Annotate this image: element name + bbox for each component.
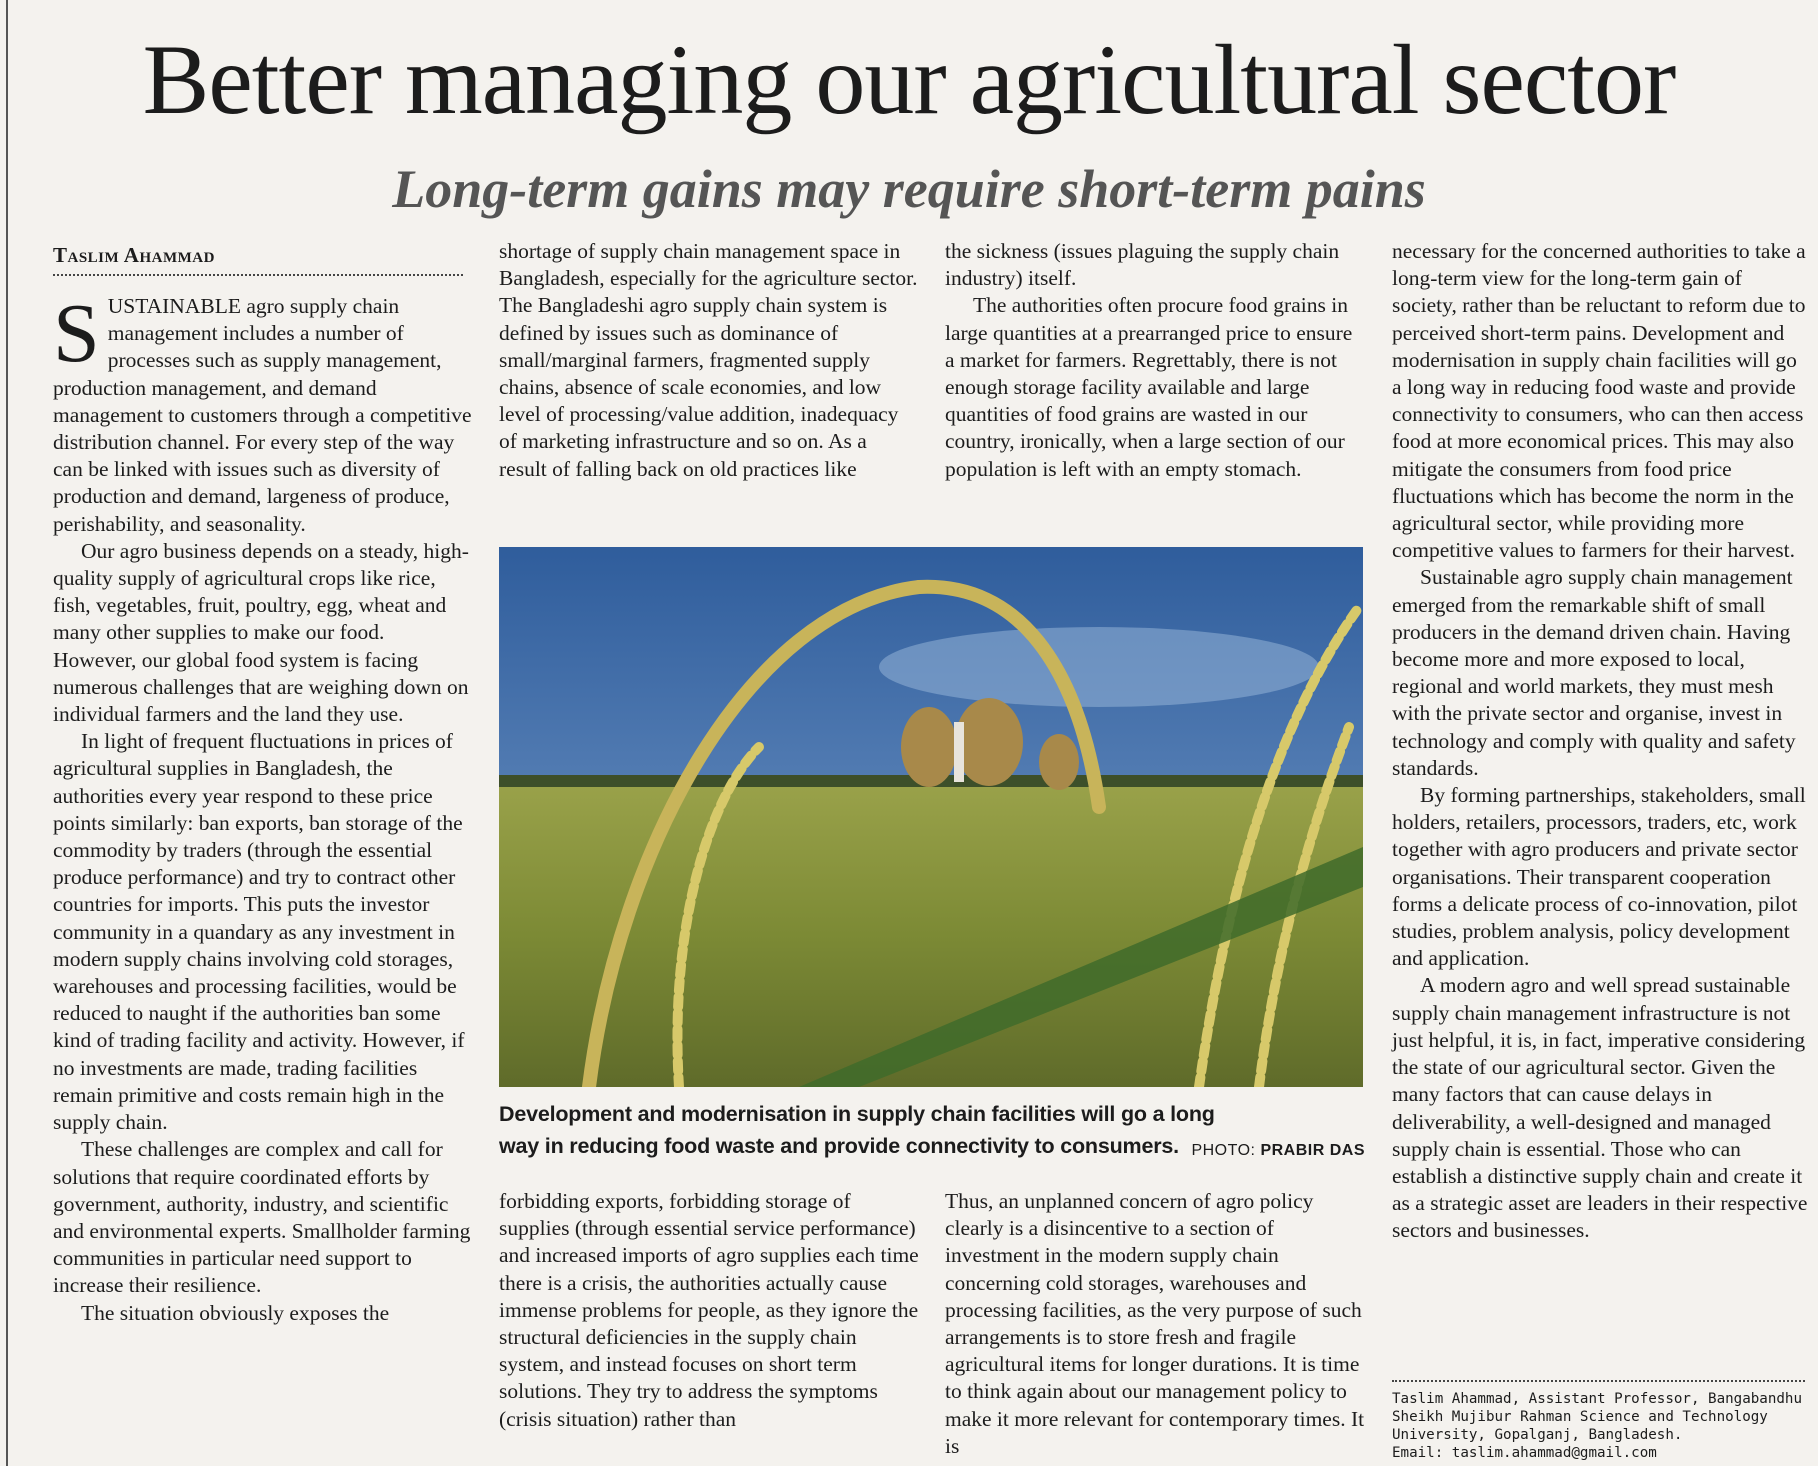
col1-paragraph-1: SUSTAINABLE agro supply chain management includes a number of processes such as supply management, production management, and demand management to customers through a competitive distribution channel. For every step of the way can be linked with issues such as diversity of production and demand, largeness of produce, perishability, and seasonality. xyxy=(53,287,472,536)
subheadline: Long-term gains may require short-term pains xyxy=(392,159,1426,219)
headline: Better managing our agricultural sector xyxy=(142,24,1676,135)
photo-credit-label: PHOTO: xyxy=(1191,1142,1256,1159)
col4-paragraph-4: A modern agro and well spread sustainable supply chain management infrastructure is not just helpful, it is, in fact, imperative considering the state of our agricultural sector. Given the many factors that can cause delays in deliverability, a well-designed and managed supply chain is essential. Those who can establish a distinctive supply chain and create it as a strategic asset are leaders in their respective sectors and businesses. xyxy=(1392,973,1808,1243)
column-3-top xyxy=(945,238,1357,483)
article-photo xyxy=(499,547,1363,1087)
photo-credit-name: PRABIR DAS xyxy=(1260,1142,1365,1159)
col4-paragraph-1: necessary for the concerned authorities to take a long-term view for the long-term gain of society, rather than be reluctant to reform due to perceived short-term pains. Development and modernisation in supply chain facilities will go a long way in reducing food waste and provide connectivity to consumers, who can then access food at more economical prices. This may also mitigate the consumers from food price fluctuations which has become the norm in the agricultural sector, while providing more competitive values to farmers for their harvest. xyxy=(1392,239,1806,563)
column-1 xyxy=(53,287,473,1327)
bio-line-1: Taslim Ahammad, Assistant Professor, Bangabandhu xyxy=(1392,1391,1802,1407)
byline: Taslim Ahammad xyxy=(53,243,215,267)
col3-top-paragraph-2: The authorities often procure food grains in large quantities at a prearranged price to ensure a market for farmers. Regrettably, there is not enough storage facility available and large quantities of food grains are wasted in our country, ironically, when a large section of our population is left with an empty stomach. xyxy=(945,293,1353,481)
col1-paragraph-5: The situation obviously exposes the xyxy=(81,1300,390,1325)
col1-paragraph-4: These challenges are complex and call for solutions that require coordinated efforts by government, authority, industry, and scientific and environmental experts. Smallholder farming communities in particular need support to increase their resilience. xyxy=(53,1137,471,1298)
col1-paragraph-3: In light of frequent fluctuations in prices of agricultural supplies in Bangladesh, the authorities every year respond to these price points similarly: ban exports, ban storage of the commodity by traders (through the essential produce performance) and try to contract other countries for imports. This puts the investor community in a quandary as any investment in modern supply chains involving cold storages, warehouses and processing facilities, would be reduced to naught if the authorities ban some kind of trading facility and activity. However, if no investments are made, trading facilities remain primitive and costs remain high in the supply chain. xyxy=(53,729,465,1135)
column-3-bottom xyxy=(945,1188,1365,1460)
column-4 xyxy=(1392,238,1810,1245)
col2-top-paragraph: shortage of supply chain management space in Bangladesh, especially for the agriculture sector. The Bangladeshi agro supply chain system is defined by issues such as dominance of small/marginal farmers, fragmented supply chains, absence of scale economies, and low level of processing/value addition, inadequacy of marketing infrastructure and so on. As a result of falling back on old practices like xyxy=(499,239,918,481)
bio-line-2: Sheikh Mujibur Rahman Science and Technology xyxy=(1392,1409,1768,1425)
col2-bottom-paragraph: forbidding exports, forbidding storage of supplies (through essential service performance) and increased imports of agro supplies each time there is a crisis, the authorities actually cause immense problems for people, as they ignore the structural deficiencies in the supply chain system, and instead focuses on short term solutions. They try to address the symptoms (crisis situation) rather than xyxy=(499,1189,919,1431)
byline-divider xyxy=(53,274,463,276)
column-2-bottom xyxy=(499,1188,919,1433)
photo-credit xyxy=(1185,1142,1365,1160)
col3-bottom-paragraph: Thus, an unplanned concern of agro policy clearly is a disincentive to a section of investment in the modern supply chain concerning cold storages, warehouses and processing facilities, as the very purpose of such arrangements is to store fresh and fragile agricultural items for longer durations. It is time to think again about our management policy to make it more relevant for contemporary times. It is xyxy=(945,1189,1365,1458)
bio-email[interactable]: Email: taslim.ahammad@gmail.com xyxy=(1392,1445,1657,1461)
author-bio xyxy=(1392,1390,1812,1462)
col1-paragraph-2: Our agro business depends on a steady, high-quality supply of agricultural crops like rice, fish, vegetables, fruit, poultry, egg, wheat and many other supplies to make our food. However, our global food system is facing numerous challenges that are weighing down on individual farmers and the land they use. xyxy=(53,538,469,727)
column-2-top xyxy=(499,238,919,483)
col4-paragraph-2: Sustainable agro supply chain management emerged from the remarkable shift of small producers in the demand driven chain. Having become more and more exposed to local, regional and world markets, they must mesh with the private sector and organise, invest in technology and comply with quality and safety standards. xyxy=(1392,565,1796,780)
photo-caption: Development and modernisation in supply chain facilities will go a long way in reducing food waste and provide connectivity to consumers. xyxy=(499,1102,1215,1158)
drop-cap: S xyxy=(53,287,100,380)
col3-top-paragraph-1: the sickness (issues plaguing the supply chain industry) itself. xyxy=(945,239,1340,291)
bio-line-3: University, Gopalganj, Bangladesh. xyxy=(1392,1427,1683,1443)
col4-paragraph-3: By forming partnerships, stakeholders, small holders, retailers, processors, traders, etc, work together with agro producers and private sector organisations. Their transparent cooperation forms a delicate process of co-innovation, pilot studies, problem analysis, policy development and application. xyxy=(1392,783,1806,971)
bio-divider xyxy=(1392,1380,1805,1382)
rice-field-photo xyxy=(499,547,1363,1087)
